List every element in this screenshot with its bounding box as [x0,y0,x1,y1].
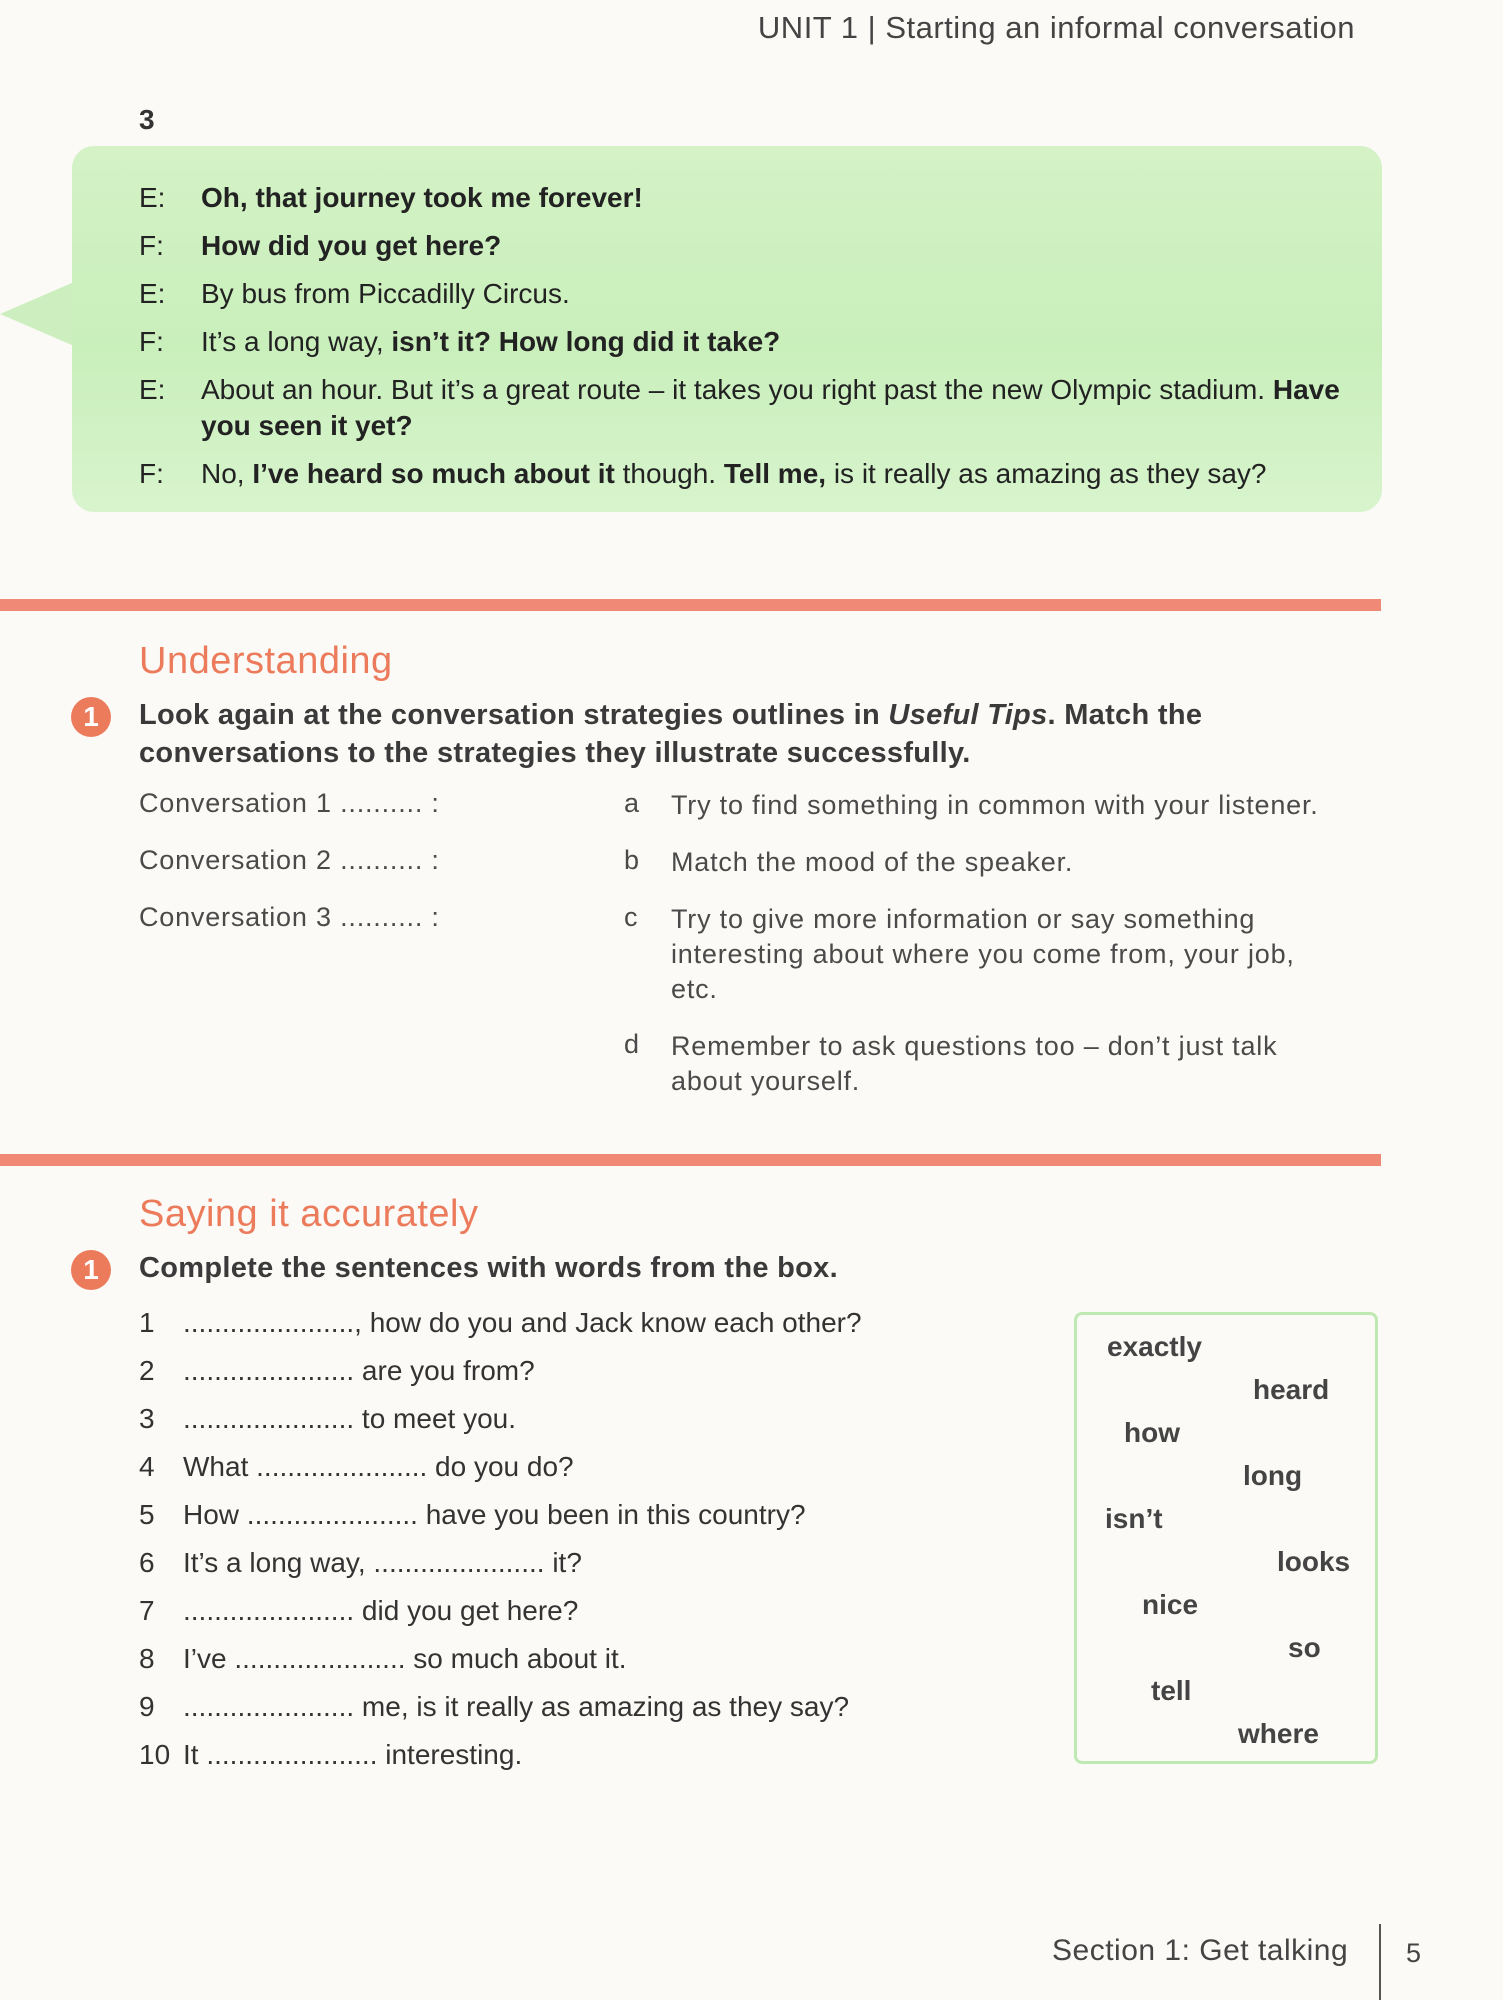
section-footer: Section 1: Get talking [1052,1934,1349,1967]
dialogue-line [139,276,1369,312]
sentence-text: ......................, how do you and Jack know each other? [183,1307,862,1338]
word-box-item: so [1288,1632,1321,1663]
sentence-number: 1 [139,1307,155,1338]
sentence-text: ...................... to meet you. [183,1403,517,1434]
speech-bubble-pointer [0,282,74,346]
sentence-text: ...................... me, is it really as amazing as they say? [183,1691,850,1722]
strategy-letter: d [624,1029,640,1059]
sentence-item [139,1355,535,1387]
sentence-item [139,1307,862,1339]
accuracy-instruction: Complete the sentences with words from the box. [139,1252,838,1284]
section-divider [0,1154,1381,1166]
sentence-item [139,1739,522,1771]
word-box [1074,1312,1378,1764]
sentence-item [139,1547,582,1579]
sentence-number: 6 [139,1547,155,1578]
word-box-item: heard [1253,1374,1330,1405]
sentence-item [139,1691,849,1723]
dialogue-line [139,324,1369,360]
section-divider [0,599,1381,611]
sentence-item [139,1595,578,1627]
strategy-letter: b [624,845,640,875]
speaker-label: E: [139,374,166,405]
sentence-item [139,1643,627,1675]
word-box-item: nice [1142,1589,1199,1620]
strategy-text: Try to give more information or say something interesting about where you come from, your job, etc. [671,904,1295,1004]
word-box-item: where [1238,1718,1319,1749]
sentence-text: ...................... did you get here? [183,1595,579,1626]
sentence-number: 3 [139,1403,155,1434]
exercise-number-badge: 1 [71,1250,111,1290]
word-box-item: exactly [1107,1331,1202,1362]
dialogue-text: Oh, that journey took me forever! [201,182,643,213]
exercise-number-badge: 1 [71,697,111,737]
sentence-text: ...................... are you from? [183,1355,535,1386]
strategy-text: Try to find something in common with your listener. [671,790,1319,820]
word-box-item: isn’t [1105,1503,1163,1534]
footer-divider [1379,1924,1381,2000]
sentence-text: How ...................... have you been in this country? [183,1499,806,1530]
sentence-text: It ...................... interesting. [183,1739,523,1770]
conversation-number: 3 [139,104,155,135]
unit-header: UNIT 1 | Starting an informal conversation [757,10,1355,45]
understanding-instruction: Look again at the conversation strategies outlines in Useful Tips. Match the conversations to the strategies they illustrate successfully. [139,699,1203,769]
word-box-item: long [1243,1460,1303,1491]
speaker-label: F: [139,458,164,489]
dialogue-line [139,456,1369,492]
sentence-number: 7 [139,1595,155,1626]
sentence-text: It’s a long way, ...................... it? [183,1547,582,1578]
dialogue-line [139,372,1369,444]
conversation-blank-2: Conversation 2 .......... : [139,845,440,875]
sentence-item [139,1451,574,1483]
word-box-item: tell [1151,1675,1192,1706]
sentence-number: 5 [139,1499,155,1530]
dialogue-text: About an hour. But it’s a great route – it takes you right past the new Olympic stadium. Have you seen it yet? [201,374,1340,441]
word-box-item: looks [1277,1546,1351,1577]
understanding-title: Understanding [139,640,393,682]
conversation-blank-3: Conversation 3 .......... : [139,902,440,932]
sentence-item [139,1499,806,1531]
sentence-number: 4 [139,1451,155,1482]
dialogue-line [139,228,1369,264]
dialogue-line [139,180,1369,216]
dialogue-text: How did you get here? [201,230,502,261]
speaker-label: F: [139,230,164,261]
sentence-number: 9 [139,1691,155,1722]
strategy-text: Match the mood of the speaker. [671,847,1074,877]
strategy-text: Remember to ask questions too – don’t just talk about yourself. [671,1031,1278,1096]
accuracy-title: Saying it accurately [139,1193,479,1235]
dialogue-text: No, I’ve heard so much about it though. Tell me, is it really as amazing as they say? [201,458,1267,489]
speaker-label: E: [139,278,166,309]
page-number: 5 [1406,1938,1422,1968]
strategy-letter: c [624,902,638,932]
sentence-number: 2 [139,1355,155,1386]
speaker-label: F: [139,326,164,357]
word-box-item: how [1124,1417,1180,1448]
sentence-number: 8 [139,1643,155,1674]
sentence-text: What ...................... do you do? [183,1451,574,1482]
conversation-blank-1: Conversation 1 .......... : [139,788,440,818]
speaker-label: E: [139,182,166,213]
dialogue-text: By bus from Piccadilly Circus. [201,278,570,309]
dialogue-text: It’s a long way, isn’t it? How long did it take? [201,326,781,357]
strategy-letter: a [624,788,640,818]
sentence-text: I’ve ...................... so much about it. [183,1643,627,1674]
sentence-item [139,1403,516,1435]
sentence-number: 10 [139,1739,171,1770]
